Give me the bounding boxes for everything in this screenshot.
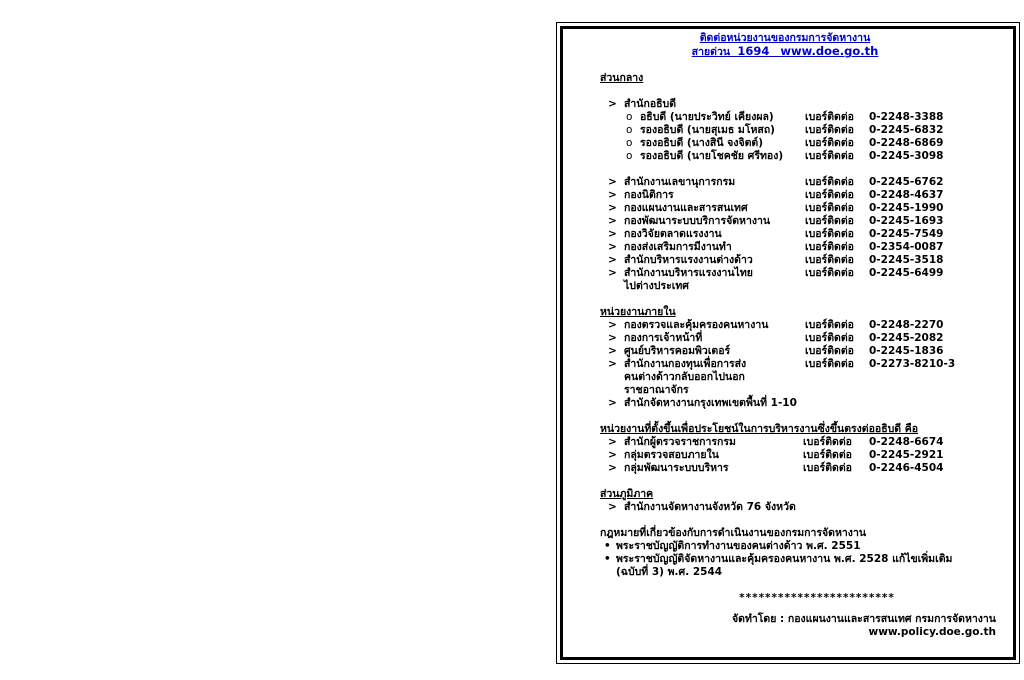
phone-number: 0-2245-6832 [869,124,944,136]
footer-website: www.policy.doe.go.th [868,626,996,638]
internal-title: หน่วยงานภายใน [600,306,676,318]
phone-number: 0-2245-2082 [869,332,944,344]
phone-number: 0-2273-8210-3 [869,358,956,370]
direct-row: > สำนักผู้ตรวจราชการกรม เบอร์ติดต่อ 0-2248-6674 [608,436,944,448]
internal-row-continued: คนต่างด้าวกลับออกไปนอก [624,371,745,383]
prepared-by: จัดทำโดย : กองแผนงานและสารสนเทศ กรมการจัดหางาน [731,613,996,625]
phone-number: 0-2246-4504 [869,462,944,474]
law-item: • พระราชบัญญัติจัดหางานและคุ้มครองคนหางาน พ.ศ. 2528 แก้ไขเพิ่มเติม [604,553,953,565]
hotline-label: สายด่วน [691,46,731,58]
star-divider: ************************ [739,592,895,604]
office-row: > กองส่งเสริมการมีงานทำ เบอร์ติดต่อ 0-2354-0087 [608,241,944,253]
office-row: > สำนักบริหารแรงงานต่างด้าว เบอร์ติดต่อ 0-2245-3518 [608,254,944,266]
phone-number: 0-2245-7549 [869,228,944,240]
office-row: > สำนักงานบริหารแรงงานไทย เบอร์ติดต่อ 0-2245-6499 [608,267,944,279]
executive-row: o รองอธิบดี (นายโชคชัย ศรีทอง) เบอร์ติดต่อ 0-2245-3098 [626,150,944,162]
internal-row: > สำนักจัดหางานกรุงเทพเขตพื้นที่ 1-10 [608,397,797,409]
internal-row: > สำนักงานกองทุนเพื่อการส่ง เบอร์ติดต่อ 0-2273-8210-3 [608,358,956,370]
phone-number: 0-2248-4637 [869,189,944,201]
phone-number: 0-2245-6499 [869,267,944,279]
director-office-label: สำนักอธิบดี [624,98,677,110]
executive-row: o รองอธิบดี (นายสุเมธ มโหสถ) เบอร์ติดต่อ 0-2245-6832 [626,124,944,136]
header-hotline [680,45,890,59]
office-row-continued: ไปต่างประเทศ [624,280,689,292]
internal-row: > กองการเจ้าหน้าที่ เบอร์ติดต่อ 0-2245-2082 [608,332,944,344]
footer [600,613,1004,639]
phone-number: 0-2354-0087 [869,241,944,253]
internal-row-continued: ราชอาณาจักร [624,384,689,396]
header-title: ติดต่อหน่วยงานของกรมการจัดหางาน [699,32,871,44]
laws-title: กฎหมายที่เกี่ยวข้องกับการดำเนินงานของกรมการจัดหางาน [600,527,867,539]
internal-row: > กองตรวจและคุ้มครองคนหางาน เบอร์ติดต่อ 0-2248-2270 [608,319,944,331]
office-row: > กองวิจัยตลาดแรงงาน เบอร์ติดต่อ 0-2245-7549 [608,228,944,240]
office-row: > สำนักงานเลขานุการกรม เบอร์ติดต่อ 0-2245-6762 [608,176,944,188]
phone-number: 0-2245-1836 [869,345,944,357]
phone-number: 0-2248-3388 [869,111,944,123]
header-website: www.doe.go.th [780,44,879,58]
hotline-number: 1694 [737,44,770,58]
header [680,32,890,59]
phone-number: 0-2245-1990 [869,202,944,214]
central-title: ส่วนกลาง [600,72,644,84]
direct-title: หน่วยงานที่ตั้งขึ้นเพื่อประโยชน์ในการบริหารงานซึ่งขึ้นตรงต่ออธิบดี คือ [600,423,919,435]
law-item-continued: (ฉบับที่ 3) พ.ศ. 2544 [616,566,723,578]
regional-title: ส่วนภูมิภาค [600,488,654,500]
regional-row: > สำนักงานจัดหางานจังหวัด 76 จังหวัด [608,501,796,513]
phone-number: 0-2245-1693 [869,215,944,227]
direct-row: > กลุ่มตรวจสอบภายใน เบอร์ติดต่อ 0-2245-2921 [608,449,944,461]
law-item: • พระราชบัญญัติการทำงานของคนต่างด้าว พ.ศ. 2551 [604,540,861,552]
office-row: > กองพัฒนาระบบบริการจัดหางาน เบอร์ติดต่อ 0-2245-1693 [608,215,944,227]
phone-number: 0-2245-2921 [869,449,944,461]
phone-number: 0-2245-3098 [869,150,944,162]
phone-number: 0-2248-2270 [869,319,944,331]
internal-row: > ศูนย์บริหารคอมพิวเตอร์ เบอร์ติดต่อ 0-2245-1836 [608,345,944,357]
contact-sheet [600,32,1004,639]
office-row: > กองแผนงานและสารสนเทศ เบอร์ติดต่อ 0-2245-1990 [608,202,944,214]
executive-row: o รองอธิบดี (นางสินี จงจิตต์) เบอร์ติดต่อ 0-2248-6869 [626,137,944,149]
direct-row: > กลุ่มพัฒนาระบบบริหาร เบอร์ติดต่อ 0-2246-4504 [608,462,944,474]
phone-number: 0-2245-6762 [869,176,944,188]
phone-number: 0-2248-6869 [869,137,944,149]
laws-section [600,527,1004,579]
executive-row: o อธิบดี (นายประวิทย์ เคียงผล) เบอร์ติดต่อ 0-2248-3388 [626,111,944,123]
phone-number: 0-2248-6674 [869,436,944,448]
phone-number: 0-2245-3518 [869,254,944,266]
office-row: > กองนิติการ เบอร์ติดต่อ 0-2248-4637 [608,189,944,201]
director-office: > สำนักอธิบดี [608,98,677,110]
